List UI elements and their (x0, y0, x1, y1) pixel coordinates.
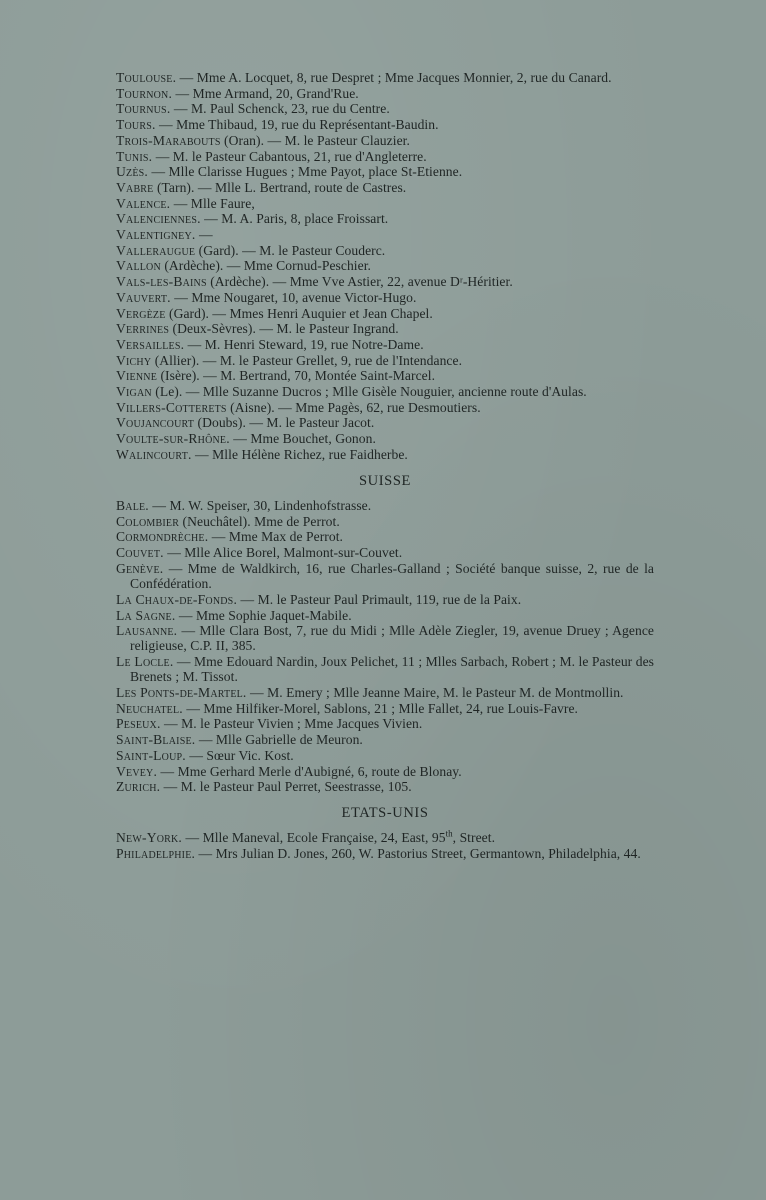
entry-text: — Mme Armand, 20, Grand'Rue. (172, 85, 359, 101)
entry-place: Bale. (116, 498, 149, 514)
entry-la-sagne (116, 608, 654, 623)
entry-valenciennes (116, 211, 654, 226)
entry-versailles (116, 337, 654, 352)
entry-bale (116, 498, 654, 513)
entry-text: — M. Henri Steward, 19, rue Notre-Dame. (184, 336, 424, 352)
entry-text: (Doubs). — M. le Pasteur Jacot. (194, 415, 375, 431)
entry-text: — M. Paul Schenck, 23, rue du Centre. (170, 101, 390, 117)
entry-vals-les-bains (116, 274, 654, 289)
entry-text: — Mrs Julian D. Jones, 260, W. Pastorius Street, Germantown, Philadelphia, 44. (195, 846, 641, 862)
entry-place: Vevey. (116, 763, 158, 779)
entry-place: Vauvert. (116, 289, 171, 305)
entry-tours (116, 117, 654, 132)
entry-place: Toulouse. (116, 70, 177, 85)
entry-text: — Mme Gerhard Merle d'Aubigné, 6, route de Blonay. (157, 763, 462, 779)
entry-place: Vergèze (116, 305, 166, 321)
entry-text: (Allier). — M. le Pasteur Grellet, 9, rue de l'Intendance. (151, 352, 463, 368)
entry-text: — M. W. Speiser, 30, Lindenhofstrasse. (148, 498, 372, 514)
entry-place: Vienne (116, 368, 158, 384)
entry-voulte-sur-rhone (116, 431, 654, 446)
entry-text: (Isère). — M. Bertrand, 70, Montée Saint-Marcel. (157, 368, 436, 384)
entry-place: Voulte-sur-Rhône. (116, 431, 230, 447)
entry-lausanne (116, 623, 654, 653)
entry-vauvert (116, 290, 654, 305)
entry-geneve (116, 561, 654, 591)
section-heading: ETATS-UNIS (341, 805, 429, 822)
entry-vigan (116, 384, 654, 399)
ordinal-suffix: th (445, 828, 453, 839)
entry-text: — M. le Pasteur Cabantous, 21, rue d'Angleterre. (152, 148, 427, 164)
entry-text: — Mlle Clarisse Hugues ; Mme Payot, place St-Etienne. (148, 164, 463, 180)
entry-uzes (116, 164, 654, 179)
entry-text: — M. le Pasteur Paul Primault, 119, rue de la Paix. (237, 591, 522, 607)
entry-text: — Mme A. Locquet, 8, rue Despret ; Mme Jacques Monnier, 2, rue du Canard. (176, 70, 612, 85)
entry-text: — (195, 227, 213, 243)
entry-place: Cormondrèche. (116, 529, 209, 545)
entry-vichy (116, 353, 654, 368)
entry-place: Valleraugue (116, 242, 196, 258)
entry-text: (Le). — Mlle Suzanne Ducros ; Mlle Gisèle Nouguier, ancienne route d'Aulas. (151, 384, 587, 400)
entry-valleraugue (116, 243, 654, 258)
entry-voujancourt (116, 415, 654, 430)
entry-text: — M. Emery ; Mlle Jeanne Maire, M. le Pasteur M. de Montmollin. (246, 685, 624, 701)
entry-text: — Mme Max de Perrot. (208, 529, 343, 545)
entry-text: — M. le Pasteur Vivien ; Mme Jacques Vivien. (160, 716, 423, 732)
entry-place: Walincourt. (116, 446, 192, 462)
entry-vevey (116, 764, 654, 779)
entry-place: Villers-Cotterets (116, 399, 227, 415)
entry-place: Couvet. (116, 545, 164, 561)
section-etats-unis (116, 805, 654, 861)
entry-place: Tours. (116, 117, 156, 133)
entry-place: Vichy (116, 352, 152, 368)
entry-place: Genève. (116, 560, 164, 576)
entry-tunis (116, 149, 654, 164)
entry-saint-blaise (116, 732, 654, 747)
entry-tournon (116, 86, 654, 101)
entry-place: La Chaux-de-Fonds. (116, 591, 238, 607)
section-france (116, 70, 654, 462)
entry-text: — Mme Hilfiker-Morel, Sablons, 21 ; Mlle Fallet, 24, rue Louis-Favre. (182, 700, 579, 716)
entry-vergeze (116, 306, 654, 321)
entry-place: Lausanne. (116, 623, 178, 639)
entry-text: — Mlle Alice Borel, Malmont-sur-Couvet. (163, 545, 403, 561)
entry-text: — Mme Edouard Nardin, Joux Pelichet, 11 ; Mlles Sarbach, Robert ; M. le Pasteur des Brenets ; M. Tissot. (130, 654, 654, 685)
entry-text: — Mlle Hélène Richez, rue Faidherbe. (191, 446, 408, 462)
entry-place: Tournus. (116, 101, 171, 117)
entry-text: (Gard). — M. le Pasteur Couderc. (195, 242, 386, 258)
entry-text: (Ardèche). — Mme Vve Astier, 22, avenue Dʳ-Héritier. (206, 274, 513, 290)
entry-le-locle (116, 654, 654, 684)
entry-valentigney (116, 227, 654, 242)
entry-text-after: , Street. (452, 830, 496, 846)
entry-place: Verrines (116, 321, 170, 337)
entry-text: (Aisne). — Mme Pagès, 62, rue Desmoutiers. (226, 399, 481, 415)
entry-place: New-York. (116, 830, 183, 846)
entry-place: Vallon (116, 258, 161, 274)
entry-text: — Mme Thibaud, 19, rue du Représentant-Baudin. (155, 117, 439, 133)
entry-place: La Sagne. (116, 607, 176, 623)
entry-tournus (116, 101, 654, 116)
section-heading: SUISSE (359, 473, 411, 490)
entry-text: (Ardèche). — Mme Cornud-Peschier. (160, 258, 371, 274)
entry-villers-cotterets (116, 400, 654, 415)
entry-la-chaux-de-fonds (116, 592, 654, 607)
entry-place: Valenciennes. (116, 211, 201, 227)
entry-place: Voujancourt (116, 415, 195, 431)
entry-zurich (116, 779, 654, 794)
entry-philadelphie (116, 846, 654, 861)
entry-text: (Tarn). — Mlle L. Bertrand, route de Castres. (153, 179, 407, 195)
entry-place: Neuchatel. (116, 700, 183, 716)
section-suisse (116, 473, 654, 794)
entry-vallon (116, 258, 654, 273)
entry-text: — M. A. Paris, 8, place Froissart. (200, 211, 389, 227)
entry-vabre (116, 180, 654, 195)
entry-place: Uzès. (116, 164, 148, 180)
entry-cormondreche (116, 529, 654, 544)
entry-place: Valence. (116, 195, 171, 211)
entry-saint-loup (116, 748, 654, 763)
entry-place: Colombier (116, 513, 180, 529)
entry-new-york (116, 830, 654, 845)
entry-text: — Mlle Gabrielle de Meuron. (195, 732, 363, 748)
entry-place: Peseux. (116, 716, 161, 732)
entry-valence (116, 196, 654, 211)
entry-place: Valentigney. (116, 227, 196, 243)
entry-place: Tunis. (116, 148, 153, 164)
entry-vienne (116, 368, 654, 383)
entry-trois-marabouts (116, 133, 654, 148)
entry-text: — Mme de Waldkirch, 16, rue Charles-Galland ; Société banque suisse, 2, rue de la Confédération. (130, 560, 654, 592)
entry-text: — Mlle Clara Bost, 7, rue du Midi ; Mlle Adèle Ziegler, 19, avenue Druey ; Agence religieuse, C.P. II, 385. (130, 623, 654, 654)
entry-place: Les Ponts-de-Martel. (116, 685, 247, 701)
entry-place: Le Locle. (116, 654, 174, 670)
entry-toulouse (116, 70, 654, 85)
entry-place: Philadelphie. (116, 846, 196, 862)
entry-place: Versailles. (116, 336, 185, 352)
entry-text: (Oran). — M. le Pasteur Clauzier. (220, 132, 410, 148)
entry-neuchatel (116, 701, 654, 716)
entry-place: Zurich. (116, 779, 161, 795)
entry-text: — Mlle Maneval, Ecole Française, 24, East, 95 (182, 830, 446, 846)
entry-les-ponts-de-martel (116, 685, 654, 700)
entry-place: Tournon. (116, 85, 173, 101)
entry-text: (Deux-Sèvres). — M. le Pasteur Ingrand. (169, 321, 399, 337)
entry-verrines (116, 321, 654, 336)
entry-text: (Gard). — Mmes Henri Auquier et Jean Chapel. (165, 305, 433, 321)
entry-peseux (116, 716, 654, 731)
entry-text: — Mme Sophie Jaquet-Mabile. (175, 607, 352, 623)
directory-page (116, 70, 654, 862)
entry-place: Trois-Marabouts (116, 132, 221, 148)
entry-colombier (116, 514, 654, 529)
entry-text: — Mlle Faure, (170, 195, 255, 211)
entry-text: — Mme Bouchet, Gonon. (229, 431, 376, 447)
entry-place: Vals-les-Bains (116, 274, 207, 290)
entry-place: Vabre (116, 179, 154, 195)
entry-text: — Mme Nougaret, 10, avenue Victor-Hugo. (170, 289, 417, 305)
entry-place: Saint-Blaise. (116, 732, 196, 748)
entry-text: — M. le Pasteur Paul Perret, Seestrasse, 105. (160, 779, 412, 795)
entry-couvet (116, 545, 654, 560)
entry-text: — Sœur Vic. Kost. (185, 747, 294, 763)
entry-text: (Neuchâtel). Mme de Perrot. (179, 513, 340, 529)
entry-place: Saint-Loup. (116, 747, 186, 763)
entry-place: Vigan (116, 384, 152, 400)
entry-walincourt (116, 447, 654, 462)
